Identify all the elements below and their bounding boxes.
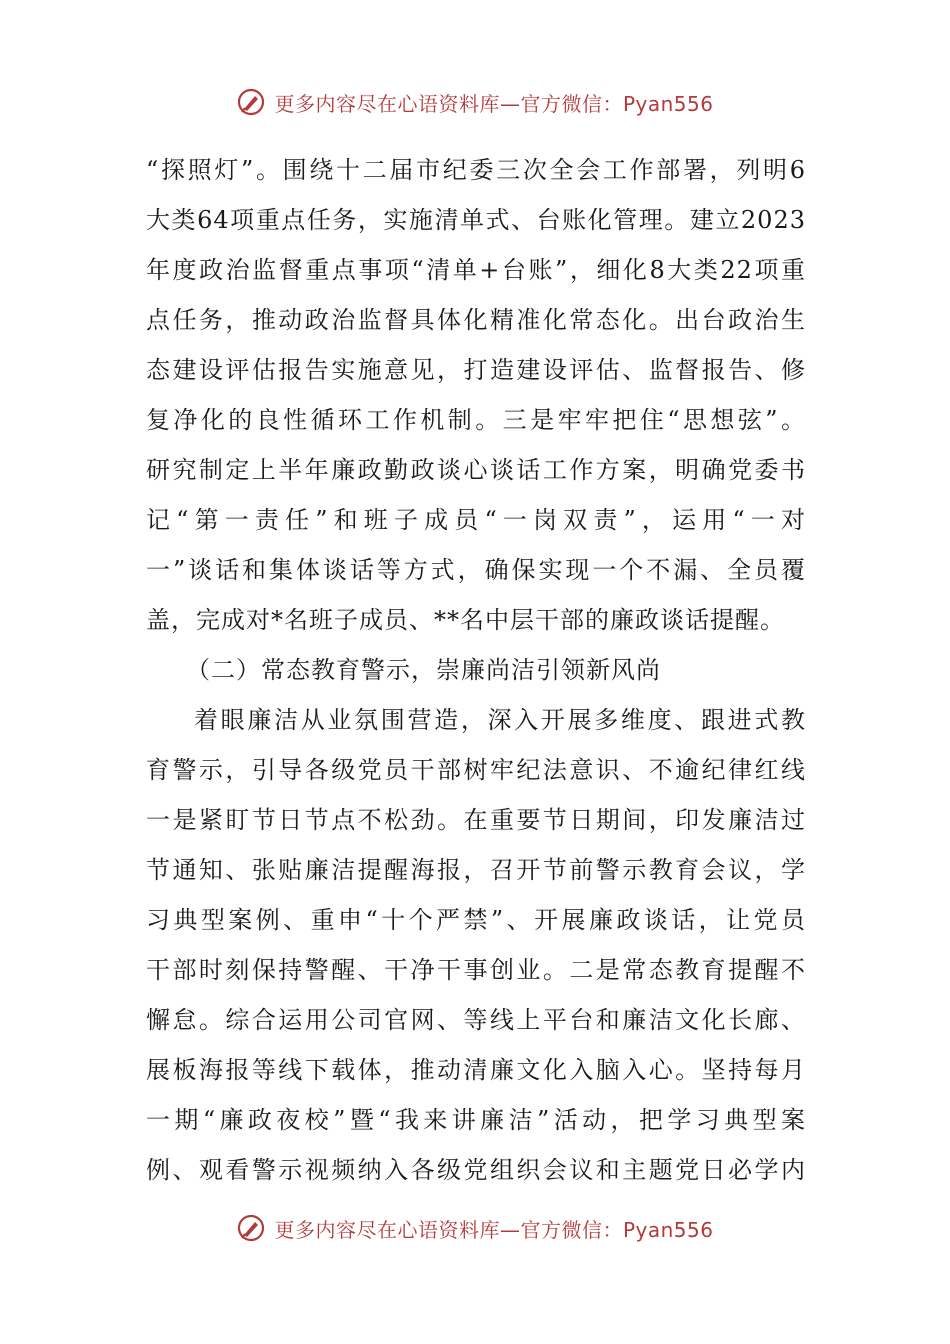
body-line: 记“第一责任”和班子成员“一岗双责”，运用“一对	[146, 506, 806, 534]
body-line: 展板海报等线下载体，推动清廉文化入脑入心。坚持每月	[146, 1056, 806, 1084]
body-line: 一是紧盯节日节点不松劲。在重要节日期间，印发廉洁过	[146, 806, 806, 834]
body-line: 大类64项重点任务，实施清单式、台账化管理。建立2023	[146, 206, 806, 234]
body-line: 懈怠。综合运用公司官网、等线上平台和廉洁文化长廊、	[146, 1006, 806, 1034]
body-line: 盖，完成对*名班子成员、**名中层干部的廉政谈话提醒。	[146, 606, 785, 634]
body-line: 节通知、张贴廉洁提醒海报，召开节前警示教育会议，学	[146, 856, 806, 884]
section-heading: （二）常态教育警示，崇廉尚洁引领新风尚	[186, 656, 661, 684]
body-line: “探照灯”。围绕十二届市纪委三次全会工作部署，列明6	[146, 156, 806, 184]
document-body	[146, 145, 806, 1195]
body-line: 点任务，推动政治监督具体化精准化常态化。出台政治生	[146, 306, 806, 334]
header-watermark-banner	[0, 82, 950, 122]
body-line: 年度政治监督重点事项“清单+台账”，细化8大类22项重	[146, 256, 806, 284]
footer-watermark-text: 更多内容尽在心语资料库—官方微信：Pyan556	[274, 1217, 714, 1242]
body-line: 复净化的良性循环工作机制。三是牢牢把住“思想弦”。	[146, 406, 806, 434]
pen-logo-icon	[236, 1213, 266, 1243]
footer-watermark-banner	[0, 1208, 950, 1248]
body-line: 态建设评估报告实施意见，打造建设评估、监督报告、修	[146, 356, 806, 384]
body-line: 一”谈话和集体谈话等方式，确保实现一个不漏、全员覆	[146, 556, 806, 584]
body-line: 研究制定上半年廉政勤政谈心谈话工作方案，明确党委书	[146, 456, 806, 484]
body-line: 习典型案例、重申“十个严禁”、开展廉政谈话，让党员	[146, 906, 806, 934]
body-line: 育警示，引导各级党员干部树牢纪法意识、不逾纪律红线	[146, 756, 806, 784]
body-line: 干部时刻保持警醒、干净干事创业。二是常态教育提醒不	[146, 956, 806, 984]
pen-logo-icon	[236, 87, 266, 117]
body-line: 例、观看警示视频纳入各级党组织会议和主题党日必学内	[146, 1156, 806, 1184]
header-watermark-text: 更多内容尽在心语资料库—官方微信：Pyan556	[274, 91, 714, 116]
body-line: 一期“廉政夜校”暨“我来讲廉洁”活动，把学习典型案	[146, 1106, 806, 1134]
body-line: 着眼廉洁从业氛围营造，深入开展多维度、跟进式教	[194, 706, 806, 734]
